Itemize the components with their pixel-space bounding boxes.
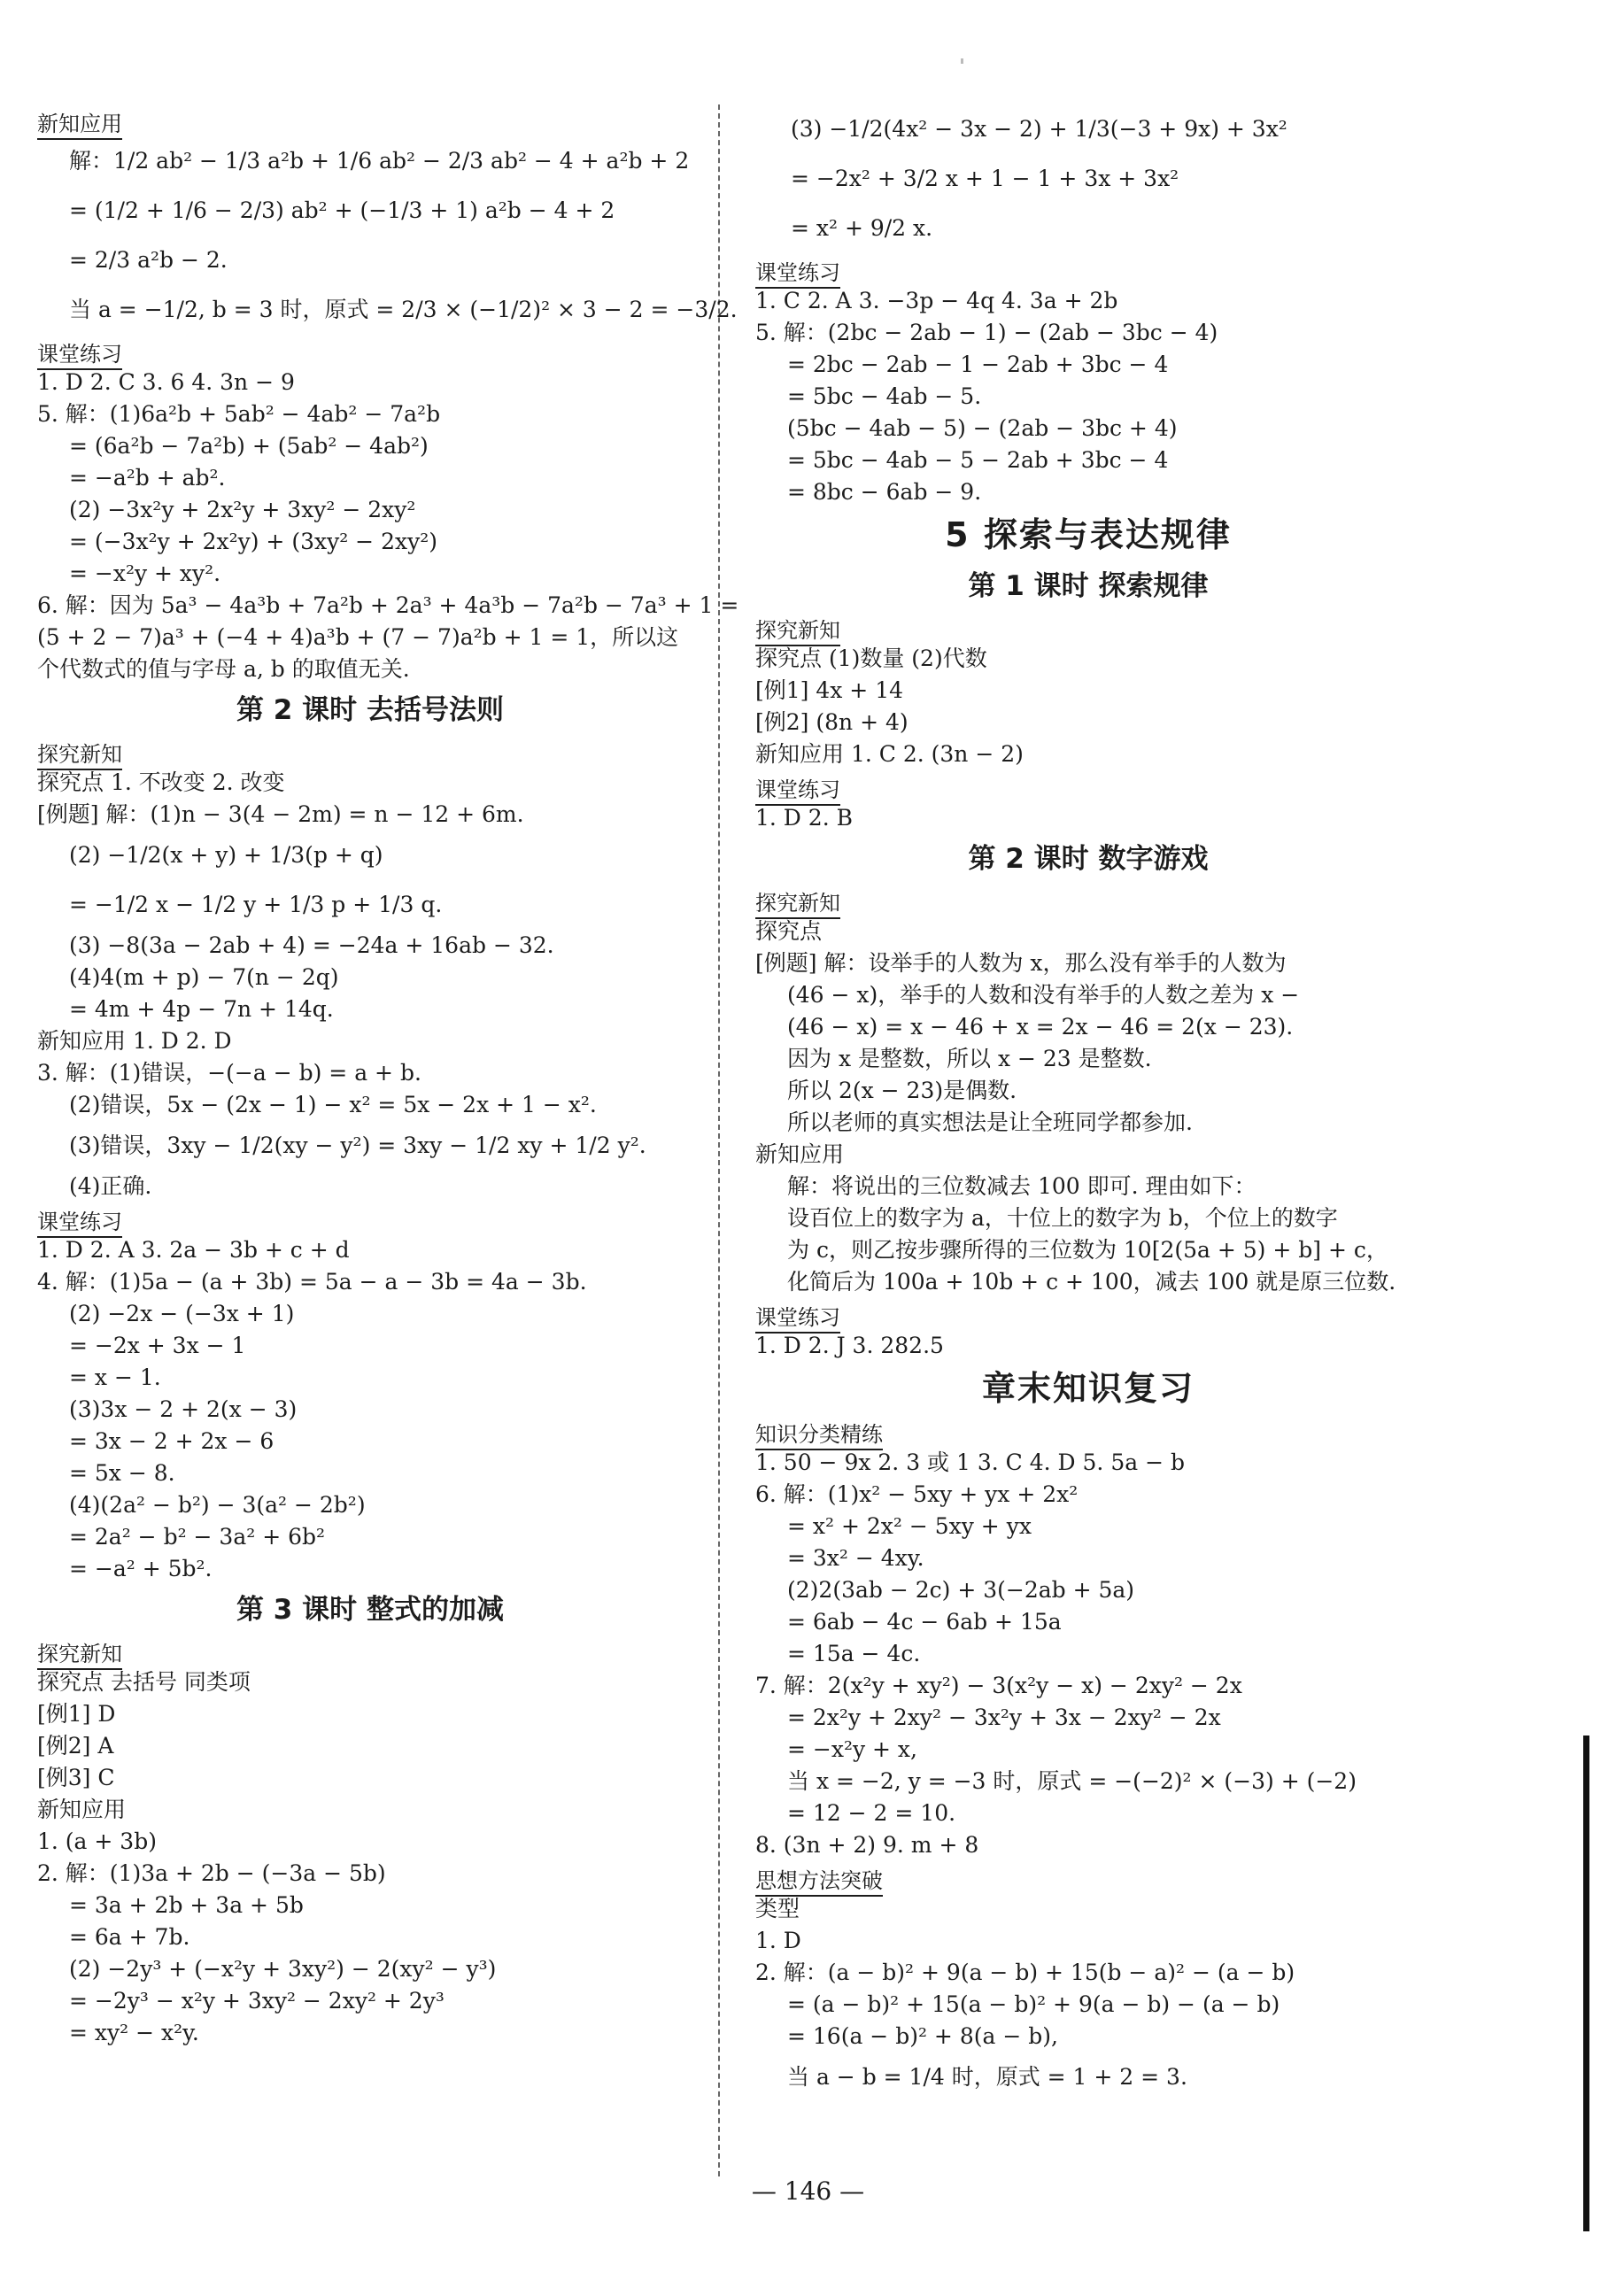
section-tag: 课堂练习: [755, 1303, 840, 1334]
lesson-heading: 第 2 课时 去括号法则: [236, 694, 504, 726]
answer-line: (4)(2a² − b²) − 3(a² − 2b²): [69, 1492, 366, 1518]
section-tag-row: [755, 611, 1421, 643]
answer-line: (4)4(m + p) − 7(n − 2q): [69, 964, 339, 990]
answer-line: = x² + 9/2 x.: [791, 215, 933, 241]
answer-line: 解：1/2 ab² − 1/3 a²b + 1/6 ab² − 2/3 ab² − 4 + a²b + 2: [69, 148, 690, 174]
answer-line: = −1/2 x − 1/2 y + 1/3 p + 1/3 q.: [69, 892, 443, 917]
answer-line: = 2/3 a²b − 2.: [69, 247, 228, 273]
answer-line: = −a² + 5b².: [69, 1556, 213, 1581]
answer-line: = x − 1.: [69, 1364, 161, 1390]
answer-line: = −2x + 3x − 1: [69, 1333, 246, 1358]
answer-line: 所以 2(x − 23)是偶数.: [787, 1078, 1017, 1103]
answer-line: 解：将说出的三位数减去 100 即可. 理由如下：: [787, 1173, 1256, 1199]
answer-line: = 5x − 8.: [69, 1460, 175, 1486]
answer-line: = (6a²b − 7a²b) + (5ab² − 4ab²): [69, 433, 429, 459]
answer-line: (2) −2y³ + (−x²y + 3xy²) − 2(xy² − y³): [69, 1956, 497, 1982]
answer-line: = 3x² − 4xy.: [787, 1545, 924, 1571]
answer-line: (2)2(3ab − 2c) + 3(−2ab + 5a): [787, 1577, 1135, 1603]
answer-line: 新知应用 1. D 2. D: [37, 1028, 232, 1054]
answer-line: = −2y³ − x²y + 3xy² − 2xy² + 2y³: [69, 1988, 445, 2014]
answer-line: 个代数式的值与字母 a, b 的取值无关.: [37, 656, 410, 682]
answer-line: 1. C 2. A 3. −3p − 4q 4. 3a + 2b: [755, 288, 1118, 313]
section-tag-row: [755, 770, 1421, 802]
answer-line: (2) −2x − (−3x + 1): [69, 1301, 295, 1326]
answer-line: [例1] D: [37, 1701, 116, 1727]
answer-line: (46 − x)，举手的人数和没有举手的人数之差为 x −: [787, 982, 1300, 1008]
right-column: [755, 104, 1421, 2102]
answer-line: (46 − x) = x − 46 + x = 2x − 46 = 2(x − 23).: [787, 1014, 1294, 1040]
answer-line: 1. D 2. B: [755, 805, 853, 831]
section-tag-row: [755, 1415, 1421, 1447]
section-tag-row: [37, 335, 703, 367]
page-number: — 146 —: [751, 2176, 865, 2206]
answer-line: = 5bc − 4ab − 5.: [787, 383, 982, 409]
answer-line: 1. D 2. J 3. 282.5: [755, 1333, 944, 1358]
answer-line: 4. 解：(1)5a − (a + 3b) = 5a − a − 3b = 4a − 3b.: [37, 1269, 587, 1295]
answer-line: 探究点: [755, 918, 823, 944]
section-tag: 思想方法突破: [755, 1867, 883, 1897]
answer-line: 1. (a + 3b): [37, 1828, 157, 1854]
answer-line: 7. 解：2(x²y + xy²) − 3(x²y − x) − 2xy² − 2x: [755, 1673, 1242, 1698]
answer-line: (5bc − 4ab − 5) − (2ab − 3bc + 4): [787, 415, 1178, 441]
section-tag-row: [37, 1635, 703, 1666]
answer-line: 当 a − b = 1/4 时，原式 = 1 + 2 = 3.: [787, 2064, 1187, 2090]
lesson-heading: 第 1 课时 探索规律: [968, 570, 1209, 602]
answer-line: 6. 解：(1)x² − 5xy + yx + 2x²: [755, 1481, 1079, 1507]
answer-line: [例1] 4x + 14: [755, 677, 904, 703]
answer-line: = −a²b + ab².: [69, 465, 226, 491]
answer-line: [例2] A: [37, 1733, 114, 1759]
lesson-heading: 第 2 课时 数字游戏: [968, 843, 1209, 875]
answer-line: 新知应用 1. C 2. (3n − 2): [755, 741, 1024, 767]
answer-line: 5. 解：(1)6a²b + 5ab² − 4ab² − 7a²b: [37, 401, 441, 427]
section-tag: 课堂练习: [755, 776, 840, 806]
section-tag-row: [755, 884, 1421, 916]
answer-line: [例题] 解：设举手的人数为 x，那么没有举手的人数为: [755, 950, 1287, 976]
answer-line: 探究点 去括号 同类项: [37, 1669, 251, 1695]
section-tag: 新知应用: [37, 110, 122, 140]
answer-line: = x² + 2x² − 5xy + yx: [787, 1513, 1032, 1539]
answer-line: 1. D 2. C 3. 6 4. 3n − 9: [37, 369, 295, 395]
chapter-heading: 章末知识复习: [981, 1369, 1195, 1408]
answer-line: (2)错误，5x − (2x − 1) − x² = 5x − 2x + 1 − x².: [69, 1092, 597, 1117]
answer-line: [例3] C: [37, 1765, 115, 1790]
answer-line: = 4m + 4p − 7n + 14q.: [69, 996, 334, 1022]
answer-line: = 12 − 2 = 10.: [787, 1800, 956, 1826]
answer-line: (4)正确.: [69, 1173, 152, 1199]
section-tag: 课堂练习: [37, 1208, 122, 1238]
section-tag-row: [755, 253, 1421, 285]
answer-line: 1. D: [755, 1928, 801, 1953]
answer-line: = −2x² + 3/2 x + 1 − 1 + 3x + 3x²: [791, 166, 1179, 191]
section-tag: 探究新知: [37, 1640, 122, 1670]
answer-line: = −x²y + x,: [787, 1736, 917, 1762]
answer-line: 2. 解：(a − b)² + 9(a − b) + 15(b − a)² − (a − b): [755, 1960, 1295, 1985]
section-tag: 探究新知: [755, 889, 840, 919]
answer-line: = 3x − 2 + 2x − 6: [69, 1428, 274, 1454]
section-tag: 知识分类精练: [755, 1420, 883, 1450]
section-tag: 探究新知: [37, 740, 122, 770]
answer-line: (3) −8(3a − 2ab + 4) = −24a + 16ab − 32.: [69, 932, 554, 958]
section-tag-row: [755, 1861, 1421, 1893]
answer-line: 类型: [755, 1896, 800, 1921]
answer-line: 为 c，则乙按步骤所得的三位数为 10[2(5a + 5) + b] + c，: [787, 1237, 1388, 1263]
answer-line: (3) −1/2(4x² − 3x − 2) + 1/3(−3 + 9x) + 3x²: [791, 116, 1287, 142]
lesson-heading: 第 3 课时 整式的加减: [236, 1594, 504, 1626]
section-tag-row: [755, 1298, 1421, 1330]
answer-line: 所以老师的真实想法是让全班同学都参加.: [787, 1109, 1193, 1135]
section-tag-row: [37, 1202, 703, 1234]
answer-line: = −x²y + xy².: [69, 560, 221, 586]
section-tag: 课堂练习: [37, 340, 122, 370]
answer-line: (2) −3x²y + 2x²y + 3xy² − 2xy²: [69, 497, 416, 522]
answer-line: = 5bc − 4ab − 5 − 2ab + 3bc − 4: [787, 447, 1169, 473]
answer-line: 探究点 1. 不改变 2. 改变: [37, 769, 285, 795]
answer-line: 3. 解：(1)错误，−(−a − b) = a + b.: [37, 1060, 421, 1086]
answer-line: = xy² − x²y.: [69, 2020, 199, 2045]
answer-line: = 3a + 2b + 3a + 5b: [69, 1892, 304, 1918]
answer-line: 5. 解：(2bc − 2ab − 1) − (2ab − 3bc − 4): [755, 320, 1218, 345]
answer-line: 因为 x 是整数，所以 x − 23 是整数.: [787, 1046, 1152, 1071]
scan-mark: [961, 58, 963, 64]
answer-line: (3)错误，3xy − 1/2(xy − y²) = 3xy − 1/2 xy + 1/2 y².: [69, 1133, 646, 1158]
answer-line: 探究点 (1)数量 (2)代数: [755, 646, 987, 671]
column-divider: [718, 104, 720, 2176]
answer-line: 新知应用: [755, 1141, 845, 1167]
answer-line: (2) −1/2(x + y) + 1/3(p + q): [69, 842, 383, 868]
answer-line: 1. 50 − 9x 2. 3 或 1 3. C 4. D 5. 5a − b: [755, 1449, 1185, 1475]
section-tag: 探究新知: [755, 616, 840, 646]
answer-line: 2. 解：(1)3a + 2b − (−3a − 5b): [37, 1860, 386, 1886]
answer-line: 当 a = −1/2, b = 3 时，原式 = 2/3 × (−1/2)² × 3 − 2 = −3/2.: [69, 297, 738, 322]
section-tag: 课堂练习: [755, 259, 840, 289]
answer-line: = 8bc − 6ab − 9.: [787, 479, 982, 505]
answer-line: 设百位上的数字为 a，十位上的数字为 b，个位上的数字: [787, 1205, 1338, 1231]
answer-line: 新知应用: [37, 1797, 127, 1822]
answer-line: 1. D 2. A 3. 2a − 3b + c + d: [37, 1237, 350, 1263]
answer-line: = 2x²y + 2xy² − 3x²y + 3x − 2xy² − 2x: [787, 1705, 1221, 1730]
answer-line: = 16(a − b)² + 8(a − b),: [787, 2023, 1058, 2049]
answer-line: [例2] (8n + 4): [755, 709, 909, 735]
binding-edge: [1583, 1736, 1589, 2231]
answer-line: 6. 解：因为 5a³ − 4a³b + 7a²b + 2a³ + 4a³b − 7a²b − 7a³ + 1 =: [37, 592, 739, 618]
left-column: [37, 104, 739, 2049]
answer-line: (5 + 2 − 7)a³ + (−4 + 4)a³b + (7 − 7)a²b + 1 = 1，所以这: [37, 624, 679, 650]
answer-line: 当 x = −2, y = −3 时，原式 = −(−2)² × (−3) + (−2): [787, 1768, 1357, 1794]
answer-line: = 6a + 7b.: [69, 1924, 190, 1950]
answer-line: = (−3x²y + 2x²y) + (3xy² − 2xy²): [69, 529, 437, 554]
section-tag-row: [37, 104, 703, 136]
answer-line: = (1/2 + 1/6 − 2/3) ab² + (−1/3 + 1) a²b − 4 + 2: [69, 197, 615, 223]
chapter-heading: 5 探索与表达规律: [945, 515, 1232, 554]
section-tag-row: [37, 735, 703, 767]
answer-line: = 15a − 4c.: [787, 1641, 921, 1666]
answer-line: = 2bc − 2ab − 1 − 2ab + 3bc − 4: [787, 352, 1169, 377]
answer-line: = 6ab − 4c − 6ab + 15a: [787, 1609, 1062, 1635]
answer-line: 化简后为 100a + 10b + c + 100，减去 100 就是原三位数.: [787, 1269, 1396, 1295]
answer-line: 8. (3n + 2) 9. m + 8: [755, 1832, 979, 1858]
answer-line: (3)3x − 2 + 2(x − 3): [69, 1396, 298, 1422]
answer-line: [例题] 解：(1)n − 3(4 − 2m) = n − 12 + 6m.: [37, 801, 524, 827]
answer-line: = (a − b)² + 15(a − b)² + 9(a − b) − (a − b): [787, 1991, 1280, 2017]
answer-line: = 2a² − b² − 3a² + 6b²: [69, 1524, 326, 1550]
